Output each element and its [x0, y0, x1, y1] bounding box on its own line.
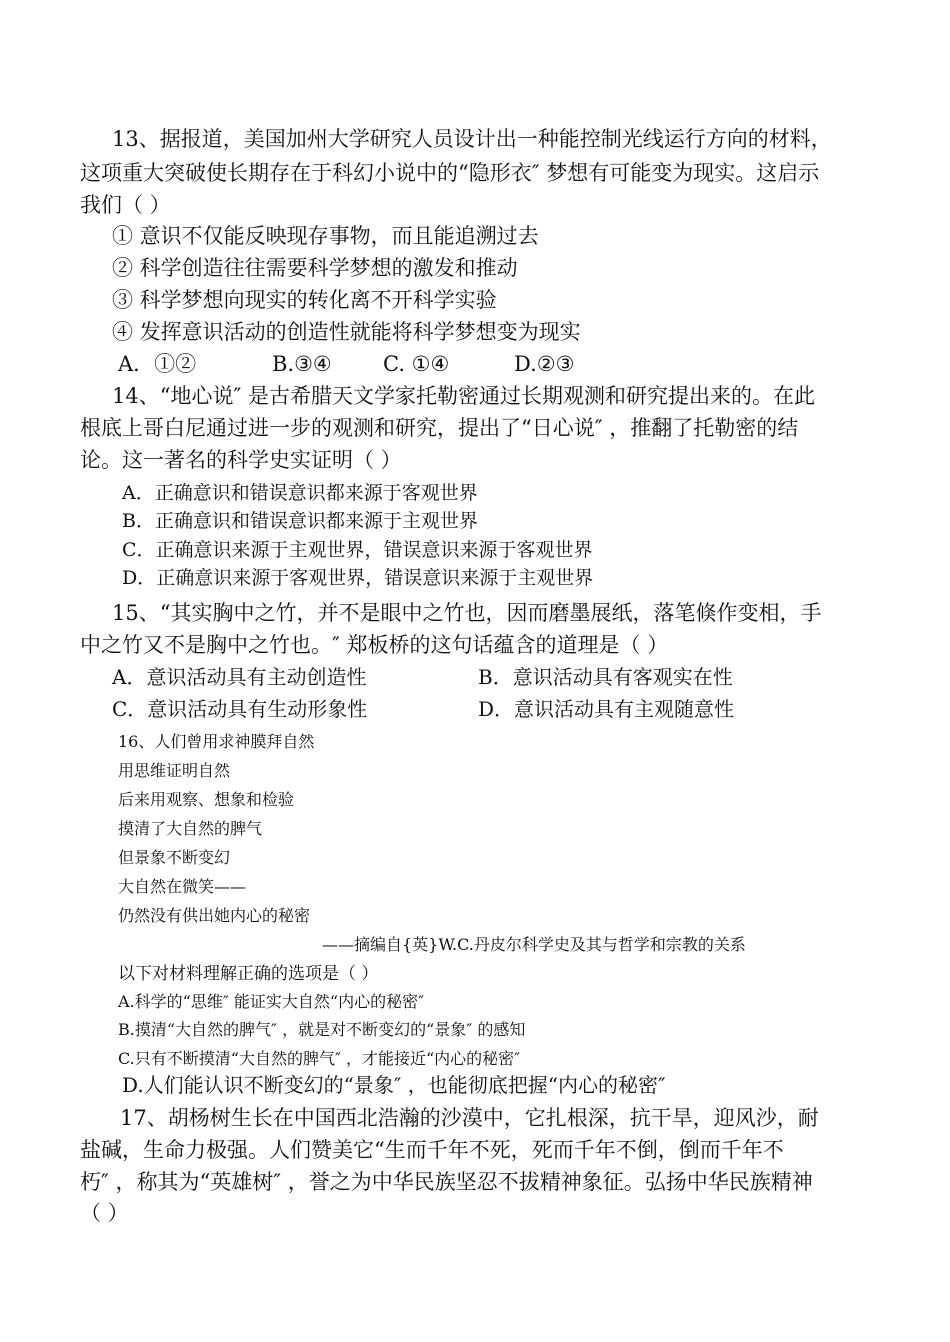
q16-option-b: B.摸清“大自然的脾气″ ，就是对不断变幻的“景象″ 的感知: [118, 1020, 526, 1039]
q16-question: 以下对材料理解正确的选项是（ ）: [118, 964, 379, 984]
q13-item-4: ④ 发挥意识活动的创造性就能将科学梦想变为现实: [112, 320, 581, 344]
q13-item-3: ③ 科学梦想向现实的转化离不开科学实验: [112, 288, 497, 312]
q13-stem-line-3: 我们（ ）: [80, 193, 171, 217]
q14-stem-line-3: 论。这一著名的科学史实证明（ ）: [80, 448, 402, 472]
q14-option-c: C．正确意识来源于主观世界，错误意识来源于客观世界: [122, 539, 593, 561]
q17-stem-line-2: 盐碱，生命力极强。人们赞美它“生而千年不死，死而千年不倒，倒而千年不: [80, 1138, 784, 1162]
q16-poem-line-4: 摸清了大自然的脾气: [118, 819, 263, 838]
q13-option-d: D.②③: [514, 352, 575, 376]
q13-item-2: ② 科学创造往往需要科学梦想的激发和推动: [112, 256, 518, 280]
q16-poem-line-2: 用思维证明自然: [118, 761, 231, 780]
q16-source: ——摘编自{英}W.C.丹皮尔科学史及其与哲学和宗教的关系: [322, 935, 746, 954]
q14-stem-line-2: 根底上哥白尼通过进一步的观测和研究，提出了“日心说″ ，推翻了托勒密的结: [80, 416, 799, 440]
q14-stem-line-1: 14、“地心说″ 是古希腊天文学家托勒密通过长期观测和研究提出来的。在此: [112, 384, 815, 408]
q13-option-c: C. ①④: [383, 352, 450, 376]
q16-option-c: C.只有不断摸清“大自然的脾气″ ，才能接近“内心的秘密″: [118, 1049, 521, 1068]
q13-stem-line-2: 这项重大突破使长期存在于科幻小说中的“隐形衣″ 梦想有可能变为现实。这启示: [80, 161, 820, 185]
q16-poem-line-5: 但景象不断变幻: [118, 848, 231, 867]
q17-stem-line-3: 朽″ ，称其为“英雄树″ ，誉之为中华民族坚忍不拔精神象征。弘扬中华民族精神: [80, 1170, 813, 1194]
q16-poem-line-7: 仍然没有供出她内心的秘密: [118, 906, 311, 925]
q15-stem-line-2: 中之竹又不是胸中之竹也。″ 郑板桥的这句话蕴含的道理是（ ）: [80, 633, 669, 657]
q13-stem-line-1: 13、据报道，美国加州大学研究人员设计出一种能控制光线运行方向的材料，: [112, 127, 832, 151]
q15-stem-line-1: 15、“其实胸中之竹，并不是眼中之竹也，因而磨墨展纸，落笔倏作变相，手: [112, 601, 822, 625]
q17-stem-line-1: 17、胡杨树生长在中国西北浩瀚的沙漠中，它扎根深，抗干旱，迎风沙，耐: [120, 1106, 819, 1130]
q16-poem-line-3: 后来用观察、想象和检验: [118, 790, 295, 809]
q13-item-1: ① 意识不仅能反映现存事物，而且能追溯过去: [112, 224, 539, 248]
q16-option-d: D.人们能认识不断变幻的“景象″ ，也能彻底把握“内心的秘密″: [122, 1073, 666, 1097]
q16-poem-line-6: 大自然在微笑——: [118, 877, 247, 896]
q14-option-b: B．正确意识和错误意识都来源于主观世界: [122, 510, 478, 532]
q14-option-d: D．正确意识来源于客观世界，错误意识来源于主观世界: [122, 567, 594, 589]
q13-option-a: A．①②: [118, 352, 197, 376]
q17-stem-line-4: （ ）: [80, 1201, 129, 1225]
q15-option-b: B．意识活动具有客观实在性: [478, 665, 733, 689]
q16-poem-line-1: 16、人们曾用求神膜拜自然: [118, 732, 315, 751]
q13-option-b: B.③④: [272, 352, 332, 376]
q15-option-a: A．意识活动具有主动创造性: [112, 665, 367, 689]
q15-option-c: C．意识活动具有生动形象性: [112, 697, 368, 721]
q15-option-d: D．意识活动具有主观随意性: [478, 697, 735, 721]
q14-option-a: A．正确意识和错误意识都来源于客观世界: [122, 482, 478, 504]
q16-option-a: A.科学的“思维″ 能证实大自然“内心的秘密″: [118, 992, 425, 1011]
